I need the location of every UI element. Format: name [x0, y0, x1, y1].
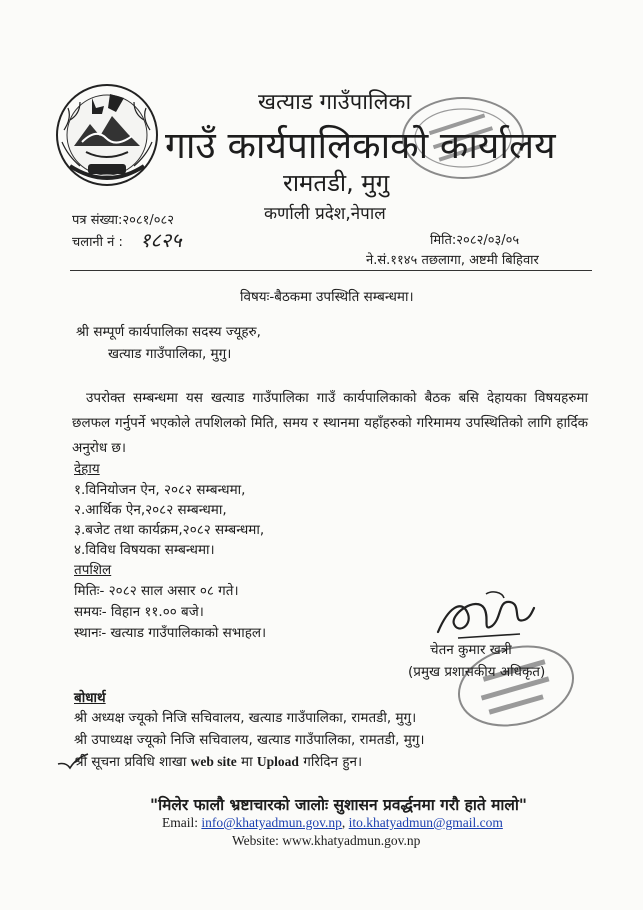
agenda-item: ३.बजेट तथा कार्यक्रम,२०८२ सम्बन्धमा,	[74, 522, 265, 538]
cc-heading: बोधार्थ	[74, 690, 106, 706]
letter-number: पत्र संख्या:२०८१/०८२	[72, 213, 175, 228]
details-heading: तपशिल	[74, 562, 112, 578]
cc-item-it-section: श्री सूचना प्रविधि शाखा web site मा Upload गरिदिन हुन।	[74, 754, 363, 770]
email-link-ito[interactable]: ito.khatyadmun@gmail.com	[348, 815, 503, 830]
recipient-line-2: खत्याड गाउँपालिका, मुगु।	[108, 346, 232, 362]
footer-email: Email: info@khatyadmun.gov.np, ito.khatyadmun@gmail.com	[162, 815, 503, 830]
province-name: कर्णाली प्रदेश,नेपाल	[264, 204, 386, 224]
signature-icon	[428, 588, 538, 648]
footer-website: Website: www.khatyadmun.gov.np	[232, 833, 421, 848]
signatory-name: चेतन कुमार खत्री	[430, 642, 512, 658]
subject-line: विषयः-बैठकमा उपस्थिति सम्बन्धमा।	[240, 289, 414, 305]
municipality-name: खत्याड गाउँपालिका	[258, 90, 412, 115]
email-link-info[interactable]: info@khatyadmun.gov.np	[201, 815, 342, 830]
agenda-item: ४.विविध विषयका सम्बन्धमा।	[74, 542, 215, 558]
letter-date: मिति:२०८२/०३/०५	[430, 233, 520, 248]
cc-item: श्री उपाध्यक्ष ज्यूको निजि सचिवालय, खत्याड गाउँपालिका, रामतडी, मुगु।	[74, 732, 425, 748]
agenda-item: १.विनियोजन ऐन, २०८२ सम्बन्धमा,	[74, 482, 246, 498]
body-paragraph: उपरोक्त सम्बन्धमा यस खत्याड गाउँपालिका गाउँ कार्यपालिकाको बैठक बसि देहायका विषयहरुमा छलफल गर्नुपर्ने भएकोले तपशिलको मिति, समय र स्थानमा यहाँहरुको गरिमामय उपस्थितिको लागि हार्दिक अनुरोध छ।	[72, 390, 588, 456]
office-name: गाउँ कार्यपालिकाको कार्यालय	[165, 124, 556, 167]
nepal-emblem-icon	[52, 80, 162, 190]
meeting-time: समयः- विहान ११.०० बजे।	[74, 604, 204, 620]
meeting-place: स्थानः- खत्याड गाउँपालिकाको सभाहल।	[74, 625, 267, 641]
meeting-date: मितिः- २०८२ साल असार ०८ गते।	[74, 583, 239, 599]
signatory-title: (प्रमुख प्रशासकीय अधिकृत)	[408, 664, 546, 680]
footer-slogan: "मिलेर फालौ भ्रष्टाचारको जालोः सुशासन प्रवर्द्धनमा गरौ हाते मालो"	[150, 795, 527, 814]
header-divider	[70, 270, 592, 271]
nepal-sambat-date: ने.सं.११४५ तछलागा, अष्टमी बिहिवार	[366, 253, 539, 268]
cc-item: श्री अध्यक्ष ज्यूको निजि सचिवालय, खत्याड गाउँपालिका, रामतडी, मुगु।	[74, 710, 417, 726]
office-location: रामतडी, मुगु	[283, 169, 390, 197]
recipient-line-1: श्री सम्पूर्ण कार्यपालिका सदस्य ज्यूहरु,	[76, 324, 261, 340]
agenda-heading: देहाय	[74, 461, 100, 477]
agenda-item: २.आर्थिक ऐन,२०८२ सम्बन्धमा,	[74, 502, 227, 518]
dispatch-label: चलानी नं :	[72, 235, 123, 250]
dispatch-number-handwritten: १८२५	[140, 228, 182, 252]
